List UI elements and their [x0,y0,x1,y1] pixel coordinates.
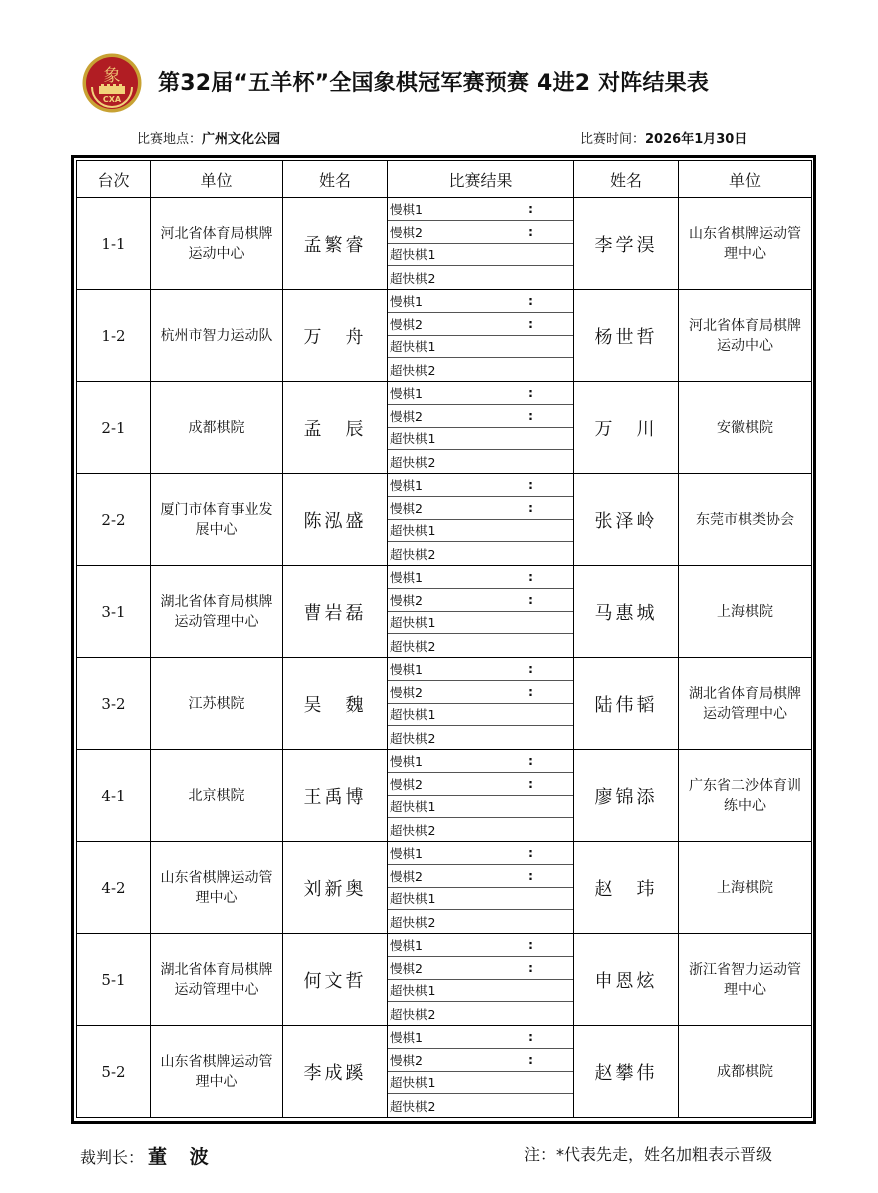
result-label: 超快棋1 [390,247,436,263]
score-separator: : [528,684,533,700]
chief-referee [80,1142,217,1169]
unit-b: 河北省体育局棋牌运动中心 [679,290,812,382]
player-a-name: 李成蹊 [283,1026,388,1118]
unit-a: 杭州市智力运动队 [151,290,283,382]
board-number: 3-1 [77,566,151,658]
score-separator: : [528,845,533,861]
result-line[interactable] [388,589,573,612]
result-line[interactable] [388,336,573,359]
result-line[interactable] [388,428,573,451]
board-number: 3-2 [77,658,151,750]
score-separator: : [528,500,533,516]
result-cell [388,658,574,750]
result-line[interactable] [388,681,573,704]
unit-b: 东莞市棋类协会 [679,474,812,566]
referee-name: 董 波 [148,1146,217,1168]
result-line[interactable] [388,910,573,933]
score-separator: : [528,960,533,976]
unit-b: 浙江省智力运动管理中心 [679,934,812,1026]
unit-b: 上海棋院 [679,842,812,934]
unit-a: 江苏棋院 [151,658,283,750]
player-a-name: 万 舟 [283,290,388,382]
score-separator: : [528,316,533,332]
player-a-name: 王禹博 [283,750,388,842]
result-line[interactable] [388,520,573,543]
result-label: 超快棋1 [390,431,436,447]
result-label: 慢棋1 [390,661,423,677]
score-separator: : [528,753,533,769]
table-row [77,842,812,934]
player-b-name: 赵攀伟 [574,1026,679,1118]
score-separator: : [528,408,533,424]
board-number: 4-2 [77,842,151,934]
result-line[interactable] [388,1072,573,1095]
result-label: 超快棋1 [390,339,436,355]
score-separator: : [528,385,533,401]
result-line[interactable] [388,1094,573,1117]
result-cell [388,566,574,658]
result-line[interactable] [388,542,573,565]
referee-label: 裁判长： [80,1148,145,1167]
result-label: 超快棋2 [390,546,436,562]
result-label: 超快棋2 [390,914,436,930]
unit-a: 山东省棋牌运动管理中心 [151,1026,283,1118]
score-separator: : [528,224,533,240]
match-time [580,128,747,147]
board-number: 5-1 [77,934,151,1026]
board-number: 1-1 [77,198,151,290]
player-b-name: 李学淏 [574,198,679,290]
result-label: 超快棋2 [390,730,436,746]
table-row [77,290,812,382]
result-line[interactable] [388,244,573,267]
result-label: 慢棋1 [390,385,423,401]
result-label: 慢棋1 [390,937,423,953]
player-b-name: 廖锦添 [574,750,679,842]
unit-a: 湖北省体育局棋牌运动管理中心 [151,934,283,1026]
result-cell [388,842,574,934]
board-number: 2-2 [77,474,151,566]
result-label: 慢棋1 [390,753,423,769]
unit-b: 山东省棋牌运动管理中心 [679,198,812,290]
col-header-unit-b: 单位 [679,161,812,198]
table-row [77,1026,812,1118]
result-label: 超快棋2 [390,362,436,378]
col-header-board: 台次 [77,161,151,198]
score-separator: : [528,569,533,585]
match-location [137,128,280,147]
result-label: 慢棋1 [390,201,423,217]
result-label: 慢棋1 [390,477,423,493]
result-line[interactable] [388,221,573,244]
unit-a: 厦门市体育事业发展中心 [151,474,283,566]
result-label: 慢棋2 [390,500,423,516]
result-label: 慢棋2 [390,776,423,792]
result-line[interactable] [388,1026,573,1049]
table-row [77,658,812,750]
unit-a: 河北省体育局棋牌运动中心 [151,198,283,290]
result-line[interactable] [388,658,573,681]
result-label: 慢棋1 [390,845,423,861]
unit-a: 山东省棋牌运动管理中心 [151,842,283,934]
result-label: 慢棋2 [390,868,423,884]
pairings-table [76,160,812,1118]
result-label: 超快棋1 [390,707,436,723]
result-label: 慢棋2 [390,684,423,700]
result-line[interactable] [388,818,573,841]
result-line[interactable] [388,888,573,911]
result-label: 超快棋2 [390,822,436,838]
table-row [77,750,812,842]
unit-b: 安徽棋院 [679,382,812,474]
result-label: 超快棋1 [390,615,436,631]
result-line[interactable] [388,865,573,888]
result-line[interactable] [388,497,573,520]
result-cell [388,382,574,474]
result-line[interactable] [388,980,573,1003]
player-a-name: 孟繁睿 [283,198,388,290]
result-label: 慢棋1 [390,293,423,309]
result-line[interactable] [388,634,573,657]
time-label: 比赛时间： [580,132,646,147]
player-b-name: 申恩炫 [574,934,679,1026]
result-line[interactable] [388,704,573,727]
board-number: 2-1 [77,382,151,474]
player-a-name: 陈泓盛 [283,474,388,566]
result-cell [388,290,574,382]
table-row [77,934,812,1026]
result-label: 超快棋2 [390,1006,436,1022]
score-separator: : [528,937,533,953]
result-line[interactable] [388,934,573,957]
page-title: 第32届“五羊杯”全国象棋冠军赛预赛 4进2 对阵结果表 [158,71,710,96]
player-b-name: 张泽岭 [574,474,679,566]
board-number: 1-2 [77,290,151,382]
result-label: 慢棋2 [390,1052,423,1068]
result-label: 超快棋2 [390,638,436,654]
result-line[interactable] [388,726,573,749]
result-label: 慢棋2 [390,316,423,332]
result-line[interactable] [388,405,573,428]
col-header-result: 比赛结果 [388,161,574,198]
result-line[interactable] [388,957,573,980]
result-cell [388,934,574,1026]
table-header-row [77,161,812,198]
board-number: 5-2 [77,1026,151,1118]
col-header-name-b: 姓名 [574,161,679,198]
result-label: 超快棋1 [390,799,436,815]
result-line[interactable] [388,773,573,796]
result-label: 超快棋1 [390,983,436,999]
cxa-emblem-icon [82,53,142,113]
location-value: 广州文化公园 [202,132,281,147]
result-label: 慢棋2 [390,224,423,240]
pairings-table-frame [71,155,816,1124]
unit-a: 成都棋院 [151,382,283,474]
player-a-name: 何文哲 [283,934,388,1026]
table-row [77,198,812,290]
player-b-name: 万 川 [574,382,679,474]
result-line[interactable] [388,290,573,313]
result-line[interactable] [388,750,573,773]
result-label: 慢棋2 [390,408,423,424]
result-label: 超快棋2 [390,1098,436,1114]
table-row [77,474,812,566]
result-cell [388,198,574,290]
unit-b: 成都棋院 [679,1026,812,1118]
result-line[interactable] [388,382,573,405]
table-row [77,566,812,658]
score-separator: : [528,661,533,677]
result-line[interactable] [388,1002,573,1025]
result-label: 慢棋1 [390,1029,423,1045]
legend-note: 注：*代表先走，姓名加粗表示晋级 [524,1145,773,1164]
player-b-name: 杨世哲 [574,290,679,382]
result-label: 超快棋1 [390,1075,436,1091]
result-line[interactable] [388,266,573,289]
result-cell [388,474,574,566]
player-a-name: 曹岩磊 [283,566,388,658]
player-a-name: 刘新奥 [283,842,388,934]
result-line[interactable] [388,842,573,865]
svg-text:CXA: CXA [102,95,122,104]
player-b-name: 马惠城 [574,566,679,658]
board-number: 4-1 [77,750,151,842]
result-line[interactable] [388,313,573,336]
result-line[interactable] [388,612,573,635]
score-separator: : [528,776,533,792]
unit-a: 北京棋院 [151,750,283,842]
result-cell [388,750,574,842]
unit-b: 广东省二沙体育训练中心 [679,750,812,842]
score-separator: : [528,1052,533,1068]
result-line[interactable] [388,1049,573,1072]
result-label: 超快棋1 [390,891,436,907]
score-separator: : [528,477,533,493]
result-line[interactable] [388,358,573,381]
unit-b: 上海棋院 [679,566,812,658]
location-label: 比赛地点： [137,132,203,147]
col-header-name-a: 姓名 [283,161,388,198]
unit-b: 湖北省体育局棋牌运动管理中心 [679,658,812,750]
result-label: 超快棋2 [390,270,436,286]
player-b-name: 陆伟韬 [574,658,679,750]
result-label: 慢棋1 [390,569,423,585]
score-separator: : [528,293,533,309]
svg-text:象: 象 [103,66,121,86]
result-line[interactable] [388,474,573,497]
table-row [77,382,812,474]
result-line[interactable] [388,566,573,589]
result-label: 超快棋1 [390,523,436,539]
score-separator: : [528,1029,533,1045]
time-value: 2026年1月30日 [645,132,748,147]
score-separator: : [528,592,533,608]
player-a-name: 吴 魏 [283,658,388,750]
score-separator: : [528,868,533,884]
result-line[interactable] [388,450,573,473]
player-a-name: 孟 辰 [283,382,388,474]
result-cell [388,1026,574,1118]
result-label: 慢棋2 [390,592,423,608]
result-line[interactable] [388,796,573,819]
result-label: 超快棋2 [390,454,436,470]
score-separator: : [528,201,533,217]
result-line[interactable] [388,198,573,221]
unit-a: 湖北省体育局棋牌运动管理中心 [151,566,283,658]
result-label: 慢棋2 [390,960,423,976]
player-b-name: 赵 玮 [574,842,679,934]
col-header-unit-a: 单位 [151,161,283,198]
